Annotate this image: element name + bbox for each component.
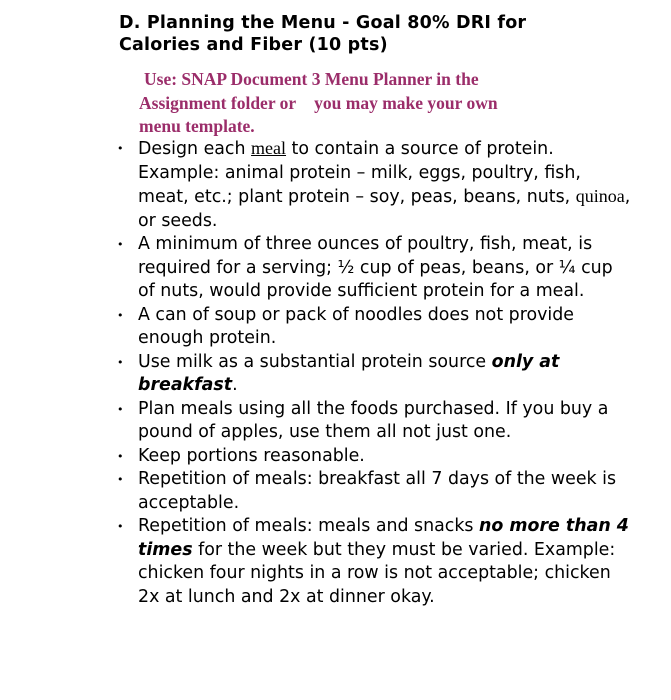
meal-word: meal xyxy=(251,138,287,158)
bullet-dot: • xyxy=(117,473,124,486)
emphasis-only-at-breakfast: only at breakfast xyxy=(138,351,560,395)
list-item xyxy=(114,137,634,233)
note-line-2b: you may make your own xyxy=(314,92,498,113)
bullet-dot: • xyxy=(117,355,124,369)
note-line-2 xyxy=(139,92,609,116)
bullet-dot: • xyxy=(117,520,124,533)
list-item xyxy=(114,515,634,609)
note-line-3: menu template. xyxy=(139,116,255,136)
list-item xyxy=(114,304,634,351)
list-item xyxy=(114,468,634,515)
section-heading xyxy=(119,12,639,56)
bullet-dot: • xyxy=(117,238,124,251)
menu-planner-note xyxy=(139,68,609,139)
list-item-text: Repetition of meals: meals and snacks no more than 4 times for the week but they must be varied. Example: chicken four nights in a row is not acceptable; chicken 2x at lunch and 2x at dinner okay. xyxy=(138,516,629,607)
list-item xyxy=(114,351,634,398)
list-item-text: Use milk as a substantial protein source only at breakfast. xyxy=(138,351,560,395)
list-item-text: Repetition of meals: breakfast all 7 days of the week is acceptable. xyxy=(138,469,617,513)
list-item-text: Plan meals using all the foods purchased. If you buy a pound of apples, use them all not just one. xyxy=(138,398,609,442)
bullet-dot: • xyxy=(117,308,124,322)
note-line-2a: Assignment folder or xyxy=(139,92,297,113)
list-item-text: Design each meal to contain a source of protein. Example: animal protein – milk, eggs, poultry, fish, meat, etc.; plant protein – soy, peas, beans, nuts, quinoa, or seeds. xyxy=(138,138,631,231)
heading-line-2: Calories and Fiber (10 pts) xyxy=(119,35,388,55)
list-item xyxy=(114,445,634,469)
guideline-list xyxy=(114,137,634,609)
list-item-text: Keep portions reasonable. xyxy=(138,445,365,466)
list-item xyxy=(114,398,634,445)
bullet-dot: • xyxy=(117,449,124,463)
list-item xyxy=(114,233,634,304)
quinoa-word: quinoa xyxy=(575,186,625,206)
heading-line-1: D. Planning the Menu - Goal 80% DRI for xyxy=(119,13,527,33)
note-line-1: Use: SNAP Document 3 Menu Planner in the xyxy=(144,69,479,89)
emphasis-no-more-than-4-times: no more than 4 times xyxy=(138,516,629,560)
list-item-text: A can of soup or pack of noodles does not provide enough protein. xyxy=(138,304,574,348)
list-item-text: A minimum of three ounces of poultry, fish, meat, is required for a serving; ½ cup of peas, beans, or ¼ cup of nuts, would provide sufficient protein for a meal. xyxy=(138,234,613,301)
bullet-dot: • xyxy=(117,402,124,416)
bullet-dot: • xyxy=(117,142,124,155)
